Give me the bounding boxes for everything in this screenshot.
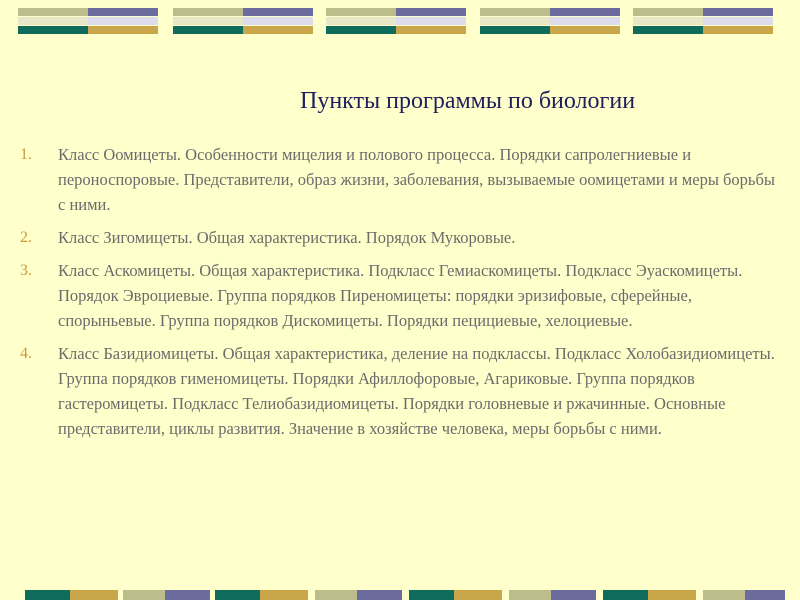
list-item-text: Класс Базидиомицеты. Общая характеристика, деление на подклассы. Подкласс Холобазидиомицеты. Группа порядков гименомицеты. Порядки Афиллофоровые, Агариковые. Группа порядков гастеромицеты. Подкласс Телиобазидиомицеты. Порядки головневые и ржачинные. Основные представители, циклы развития. Значение в хозяйстве человека, меры борьбы с ними. — [58, 344, 775, 438]
list-item-text: Класс Оомицеты. Особенности мицелия и полового процесса. Порядки сапролегниевые и пероноспоровые. Представители, образ жизни, заболевания, вызываемые оомицетами и меры борьбы с ними. — [58, 145, 775, 214]
bottom-decorative-band — [25, 590, 785, 600]
list-item-number: 1. — [20, 146, 32, 163]
list-item — [20, 225, 780, 250]
deco-tile — [18, 4, 158, 38]
deco-tile — [326, 4, 466, 38]
top-decorative-band — [18, 4, 783, 38]
list-item — [20, 341, 780, 441]
deco-tile — [633, 4, 773, 38]
deco-tile — [480, 4, 620, 38]
list-item-text: Класс Зигомицеты. Общая характеристика. Порядок Мукоровые. — [58, 228, 516, 247]
list-item-number: 4. — [20, 345, 32, 362]
topic-list — [20, 142, 780, 449]
list-item — [20, 258, 780, 333]
list-item-number: 3. — [20, 262, 32, 279]
list-item-number: 2. — [20, 229, 32, 246]
slide-title: Пункты программы по биологии — [300, 88, 636, 114]
list-item — [20, 142, 780, 217]
deco-tile — [173, 4, 313, 38]
list-item-text: Класс Аскомицеты. Общая характеристика. Подкласс Гемиаскомицеты. Подкласс Эуаскомицеты. Порядок Эвроциевые. Группа порядков Пиреномицеты: порядки эризифовые, сферейные, спорыньевые. Группа порядков Дискомицеты. Порядки пецициевые, хелоциевые. — [58, 261, 743, 330]
